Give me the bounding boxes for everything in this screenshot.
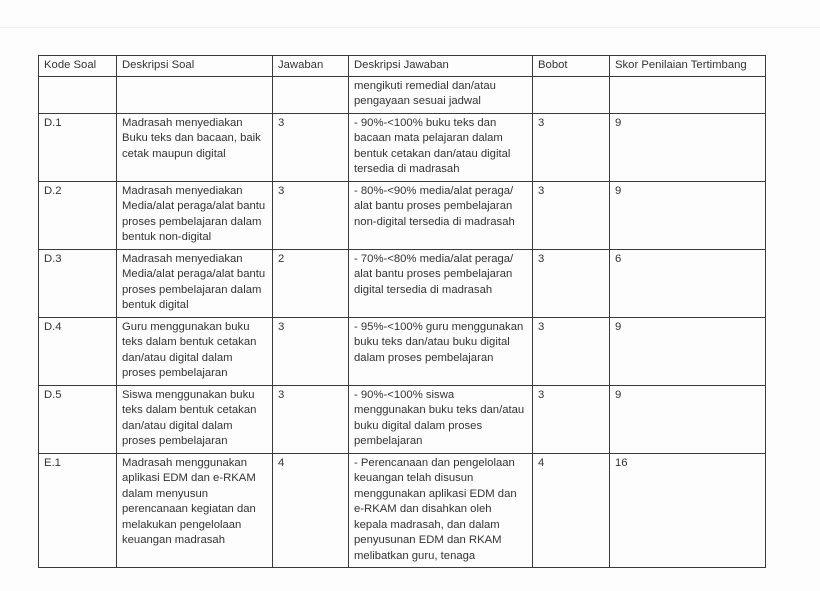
cell-deskripsi-soal <box>117 76 273 113</box>
cell-deskripsi-jawaban: - 80%-<90% media/alat peraga/ alat bantu proses pembelajaran non-digital tersedia di madrasah <box>349 181 533 249</box>
header-deskripsi-soal: Deskripsi Soal <box>117 56 273 77</box>
header-jawaban: Jawaban <box>273 56 349 77</box>
header-deskripsi-jawaban: Deskripsi Jawaban <box>349 56 533 77</box>
assessment-table <box>38 55 766 568</box>
cell-bobot: 4 <box>533 453 610 568</box>
cell-bobot <box>533 76 610 113</box>
header-row <box>39 56 766 77</box>
cell-kode: D.3 <box>39 249 117 317</box>
table-row-d1 <box>39 113 766 181</box>
cell-kode: D.2 <box>39 181 117 249</box>
cell-skor: 6 <box>610 249 766 317</box>
header-skor: Skor Penilaian Tertimbang <box>610 56 766 77</box>
cell-kode <box>39 76 117 113</box>
header-bobot: Bobot <box>533 56 610 77</box>
cell-deskripsi-jawaban: - 90%-<100% buku teks dan bacaan mata pelajaran dalam bentuk cetakan dan/atau digital tersedia di madrasah <box>349 113 533 181</box>
cell-deskripsi-soal: Siswa menggunakan buku teks dalam bentuk cetakan dan/atau digital dalam proses pembelajaran <box>117 385 273 453</box>
cell-skor: 9 <box>610 181 766 249</box>
cell-skor: 9 <box>610 113 766 181</box>
cell-bobot: 3 <box>533 317 610 385</box>
table-row-d2 <box>39 181 766 249</box>
cell-deskripsi-soal: Madrasah menggunakan aplikasi EDM dan e-RKAM dalam menyusun perencanaan kegiatan dan melakukan pengelolaan keuangan madrasah <box>117 453 273 568</box>
cell-bobot: 3 <box>533 113 610 181</box>
cell-deskripsi-soal: Guru menggunakan buku teks dalam bentuk cetakan dan/atau digital dalam proses pembelajaran <box>117 317 273 385</box>
cell-bobot: 3 <box>533 181 610 249</box>
cell-kode: E.1 <box>39 453 117 568</box>
cell-deskripsi-jawaban: - 95%-<100% guru menggunakan buku teks dan/atau buku digital dalam proses pembelajaran <box>349 317 533 385</box>
cell-kode: D.1 <box>39 113 117 181</box>
cell-jawaban: 3 <box>273 317 349 385</box>
cell-jawaban: 3 <box>273 385 349 453</box>
cell-jawaban <box>273 76 349 113</box>
cell-deskripsi-jawaban: - 70%-<80% media/alat peraga/ alat bantu proses pembelajaran digital tersedia di madrasah <box>349 249 533 317</box>
cell-kode: D.4 <box>39 317 117 385</box>
cell-skor <box>610 76 766 113</box>
table-row-d5 <box>39 385 766 453</box>
table-row-e1 <box>39 453 766 568</box>
cell-kode: D.5 <box>39 385 117 453</box>
cell-deskripsi-jawaban: mengikuti remedial dan/atau pengayaan sesuai jadwal <box>349 76 533 113</box>
cell-bobot: 3 <box>533 249 610 317</box>
cell-deskripsi-soal: Madrasah menyediakan Media/alat peraga/alat bantu proses pembelajaran dalam bentuk non-digital <box>117 181 273 249</box>
scan-artifact-line <box>0 27 820 28</box>
cell-skor: 9 <box>610 317 766 385</box>
cell-jawaban: 3 <box>273 181 349 249</box>
cell-bobot: 3 <box>533 385 610 453</box>
cell-skor: 16 <box>610 453 766 568</box>
cell-jawaban: 2 <box>273 249 349 317</box>
cell-jawaban: 4 <box>273 453 349 568</box>
cell-deskripsi-soal: Madrasah menyediakan Media/alat peraga/alat bantu proses pembelajaran dalam bentuk digital <box>117 249 273 317</box>
cell-deskripsi-soal: Madrasah menyediakan Buku teks dan bacaan, baik cetak maupun digital <box>117 113 273 181</box>
table-row-d4 <box>39 317 766 385</box>
cell-deskripsi-jawaban: - 90%-<100% siswa menggunakan buku teks dan/atau buku digital dalam proses pembelajaran <box>349 385 533 453</box>
header-kode-soal: Kode Soal <box>39 56 117 77</box>
table-row-continuation <box>39 76 766 113</box>
cell-deskripsi-jawaban: - Perencanaan dan pengelolaan keuangan telah disusun menggunakan aplikasi EDM dan e-RKAM dan disahkan oleh kepala madrasah, dan dalam penyusunan EDM dan RKAM melibatkan guru, tenaga <box>349 453 533 568</box>
cell-jawaban: 3 <box>273 113 349 181</box>
cell-skor: 9 <box>610 385 766 453</box>
table-row-d3 <box>39 249 766 317</box>
